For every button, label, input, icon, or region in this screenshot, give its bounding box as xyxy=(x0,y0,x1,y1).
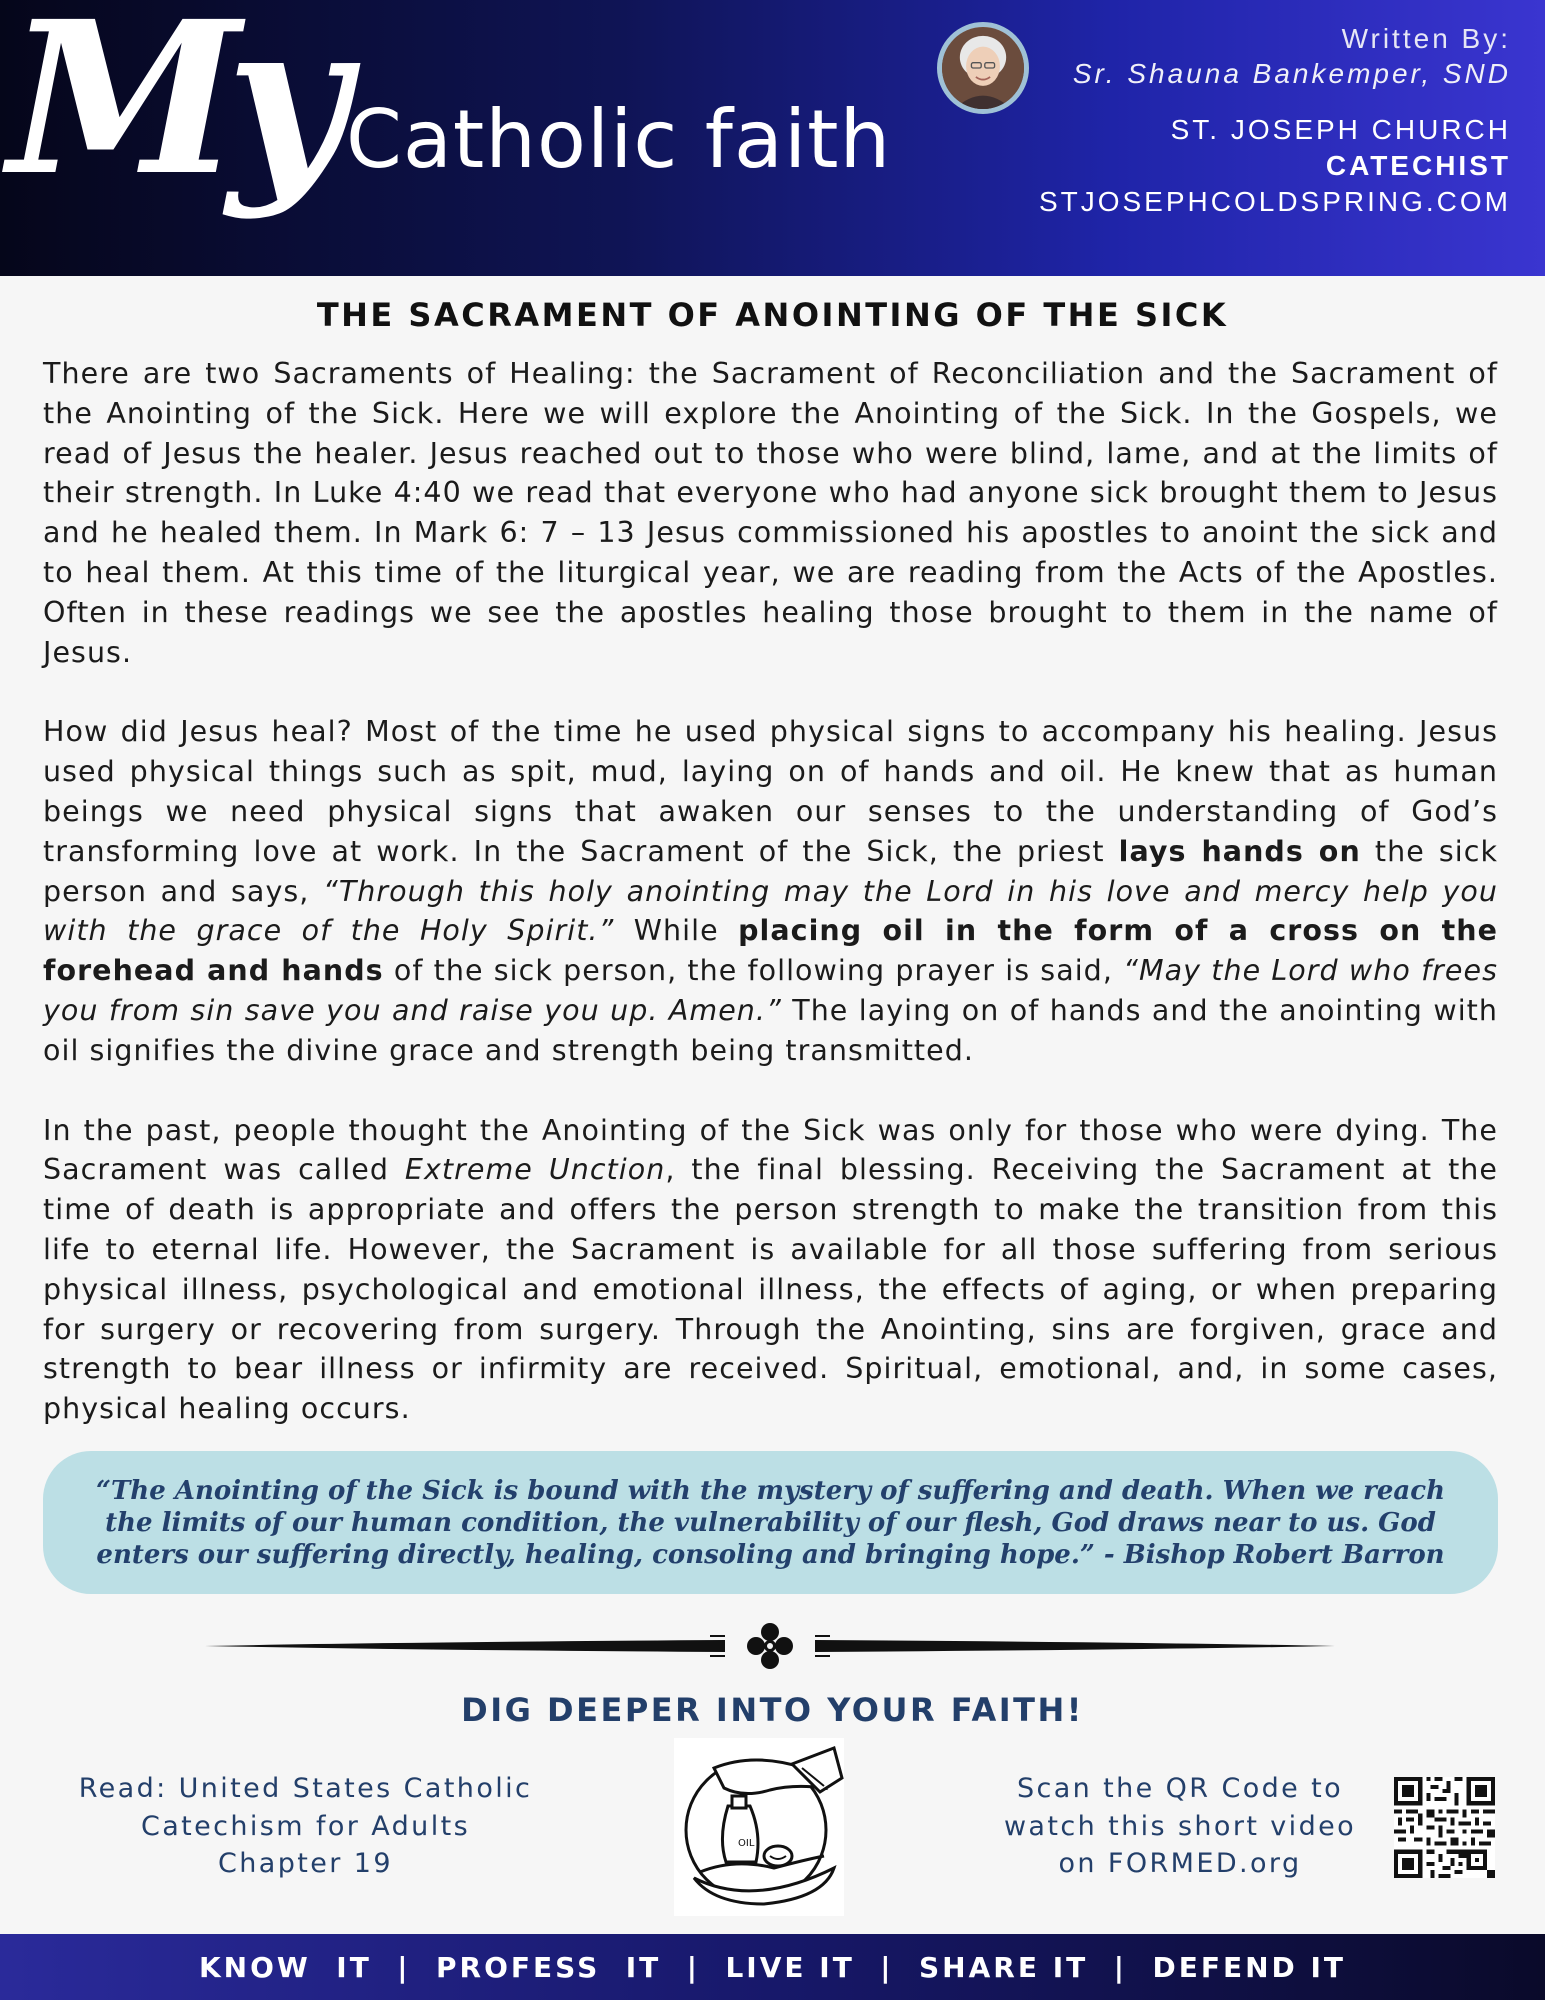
quote-callout xyxy=(43,1451,1498,1594)
dig-deeper-heading: DIG DEEPER INTO YOUR FAITH! xyxy=(461,1691,1084,1729)
author-name: Sr. Shauna Bankemper, SND xyxy=(1072,58,1511,89)
p2-quote-prayer: “May the Lord who frees you from sin save you and raise you up. Amen.” xyxy=(43,954,1498,1027)
p2-text: How did Jesus heal? Most of the time he used physical signs to accompany his healing. Jesus used physical things such as spit, mud, laying on of hands and oil. He knew that as human beings we need physical signs that awaken our senses to the understanding of God’s transforming love at work. In the Sacrament of the Sick, the priest xyxy=(43,715,1498,868)
p2-bold-lays-hands: lays hands on xyxy=(1118,834,1361,868)
p2-text: of the sick person, the following prayer is said, xyxy=(383,954,1124,988)
p2-text: While xyxy=(614,914,739,948)
footer-motto-bar xyxy=(0,1934,1545,2000)
author-role: CATECHIST xyxy=(1325,150,1511,181)
qr-code[interactable] xyxy=(1394,1777,1495,1878)
scan-line-1: Scan the QR Code to xyxy=(1016,1773,1344,1804)
read-line-3: Chapter 19 xyxy=(218,1848,393,1879)
p3-text: In the past, people thought the Anointing of the Sick was only for those who were dying. The Sacrament was called xyxy=(43,1113,1498,1187)
ornament-divider xyxy=(205,1618,1335,1674)
p3-text: , the final blessing. Receiving the Sacrament at the time of death is appropriate and offers the person strength to make the transition from this life to eternal life. However, the Sacrament is available for all those suffering from serious physical illness, psychological and emotional illness, the effects of aging, or when preparing for surgery or recovering from surgery. Through the Anointing, sins are forgiven, grace and strength to bear illness or infirmity are received. Spiritual, emotional, and, in some cases, physical healing occurs. xyxy=(43,1153,1499,1426)
read-line-2: Catechism for Adults xyxy=(140,1810,471,1842)
scan-line-2: watch this short video xyxy=(1003,1810,1357,1842)
logo-my: My xyxy=(8,0,335,222)
oil-label: OIL xyxy=(738,1838,755,1849)
church-website: STJOSEPHCOLDSPRING.COM xyxy=(1038,186,1511,217)
avatar-photo-icon xyxy=(942,27,1024,109)
p3-extreme-unction: Extreme Unction xyxy=(404,1153,666,1187)
scan-line-3: on FORMED.org xyxy=(1058,1848,1302,1879)
paragraph-2 xyxy=(43,712,1498,1070)
p2-quote-anointing: “Through this holy anointing may the Lord in his love and mercy help you with the grace of the Holy Spirit.” xyxy=(43,874,1498,948)
p2-bold-placing-oil: placing oil in the form of a cross on the forehead and hands xyxy=(43,914,1498,988)
logo-catholic-faith: Catholic faith xyxy=(346,93,892,186)
header-banner xyxy=(0,0,1545,276)
paragraph-3 xyxy=(43,1111,1498,1429)
article-title: THE SACRAMENT OF ANOINTING OF THE SICK xyxy=(316,296,1229,334)
ornament-cross-icon xyxy=(747,1623,793,1669)
p2-text: the sick person and says, xyxy=(43,834,1498,908)
article-body xyxy=(43,354,1498,1469)
video-prompt xyxy=(990,1770,1370,1883)
anointing-illustration xyxy=(674,1738,844,1916)
read-line-1: Read: United States Catholic xyxy=(78,1773,533,1804)
p2-text: The laying on of hands and the anointing with oil signifies the divine grace and strength being transmitted. xyxy=(43,993,1498,1067)
church-name: ST. JOSEPH CHURCH xyxy=(1170,114,1511,145)
footer-motto: KNOW IT | PROFESS IT | LIVE IT | SHARE IT | DEFEND IT xyxy=(198,1950,1347,1984)
barron-quote: “The Anointing of the Sick is bound with the mystery of suffering and death. When we reach the limits of our human condition, the vulnerability of our flesh, God draws near to us. God enters our suffering directly, healing, consoling and bringing hope.” - Bishop Robert Barron xyxy=(95,1475,1446,1570)
paragraph-1: There are two Sacraments of Healing: the Sacrament of Reconciliation and the Sacrament of the Anointing of the Sick. Here we will explore the Anointing of the Sick. In the Gospels, we read of Jesus the healer. Jesus reached out to those who were blind, lame, and at the limits of their strength. In Luke 4:40 we read that everyone who had anyone sick brought them to Jesus and he healed them. In Mark 6: 7 – 13 Jesus commissioned his apostles to anoint the sick and to heal them. At this time of the liturgical year, we are reading from the Acts of the Apostles. Often in these readings we see the apostles healing those brought to them in the name of Jesus. xyxy=(43,357,1498,669)
written-by-label: Written By: xyxy=(1341,23,1511,54)
author-avatar xyxy=(937,22,1029,114)
reading-recommendation xyxy=(48,1770,563,1883)
author-info xyxy=(1039,22,1511,220)
